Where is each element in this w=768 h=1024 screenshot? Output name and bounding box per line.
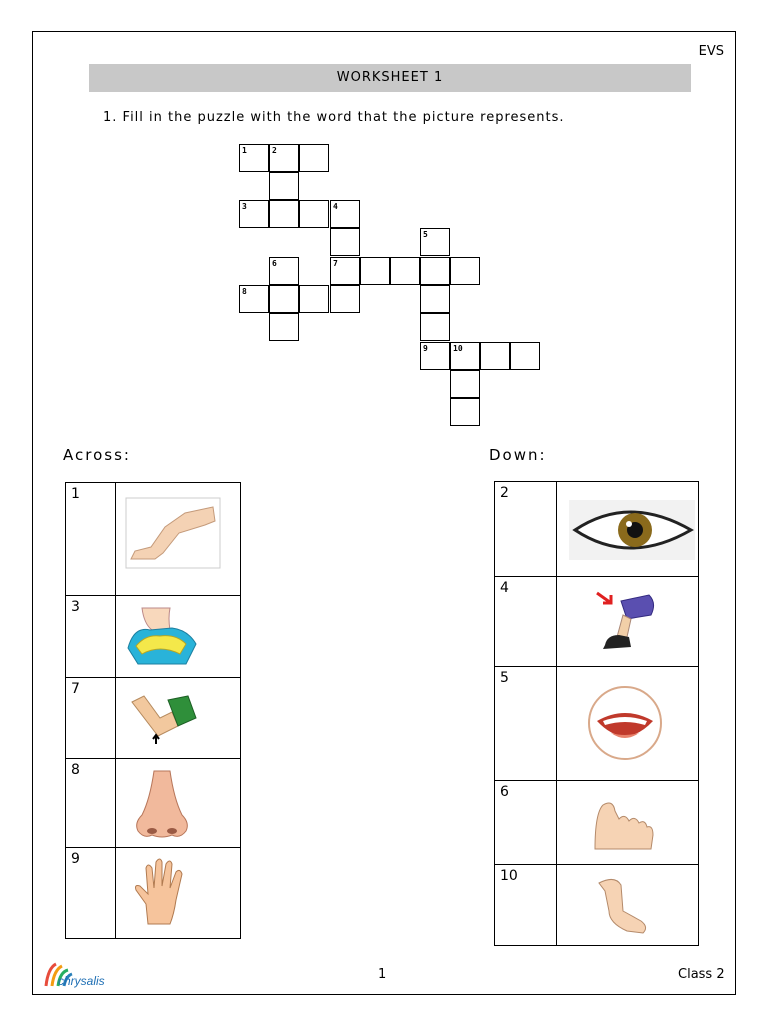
clue-row <box>66 596 241 678</box>
crossword-cell[interactable] <box>239 200 269 228</box>
clue-number: 4 <box>333 202 338 211</box>
arm-icon <box>595 871 651 937</box>
clue-number: 10 <box>495 865 557 946</box>
crossword-cell[interactable] <box>360 257 390 285</box>
clue-number: 5 <box>423 230 428 239</box>
clue-row <box>495 482 699 577</box>
crossword-cell[interactable] <box>299 144 329 172</box>
down-clue-table <box>494 481 699 946</box>
crossword-cell[interactable] <box>269 144 299 172</box>
crossword-cell[interactable] <box>420 257 450 285</box>
crossword-cell[interactable] <box>420 313 450 341</box>
clue-row <box>66 848 241 939</box>
clue-picture-cell <box>116 596 241 678</box>
clue-number: 7 <box>333 259 338 268</box>
crossword-cell[interactable] <box>450 342 480 370</box>
elbow-icon <box>126 692 198 752</box>
clue-picture-cell <box>557 865 699 946</box>
crossword-cell[interactable] <box>299 200 329 228</box>
chrysalis-logo-text: chrysalis <box>58 974 105 988</box>
crossword-cell[interactable] <box>330 200 360 228</box>
clue-number: 3 <box>242 202 247 211</box>
subject-label: EVS <box>698 44 724 59</box>
clue-picture-cell <box>557 667 699 781</box>
clue-number: 6 <box>495 781 557 865</box>
clue-number: 1 <box>66 483 116 596</box>
clue-number: 2 <box>272 146 277 155</box>
clue-number: 10 <box>453 344 463 353</box>
worksheet-title: WORKSHEET 1 <box>89 64 691 92</box>
crossword-cell[interactable] <box>330 285 360 313</box>
clue-picture-cell <box>116 848 241 939</box>
clue-number: 5 <box>495 667 557 781</box>
clue-row <box>66 759 241 848</box>
crossword-cell[interactable] <box>450 370 480 398</box>
down-heading: Down: <box>489 446 547 464</box>
crossword-cell[interactable] <box>269 285 299 313</box>
crossword-cell[interactable] <box>299 285 329 313</box>
crossword-cell[interactable] <box>420 228 450 256</box>
clue-row <box>495 865 699 946</box>
crossword-cell[interactable] <box>269 200 299 228</box>
crossword-cell[interactable] <box>239 285 269 313</box>
crossword-cell[interactable] <box>450 398 480 426</box>
neck-icon <box>124 604 200 668</box>
mouth-icon <box>587 685 663 761</box>
clue-row <box>495 781 699 865</box>
clue-picture-cell <box>116 483 241 596</box>
clue-row <box>66 678 241 759</box>
crossword-cell[interactable] <box>420 285 450 313</box>
clue-number: 2 <box>495 482 557 577</box>
page-number: 1 <box>378 967 387 982</box>
crossword-cell[interactable] <box>269 257 299 285</box>
clue-number: 9 <box>66 848 116 939</box>
clue-number: 3 <box>66 596 116 678</box>
clue-picture-cell <box>557 781 699 865</box>
toe-icon <box>591 793 657 853</box>
nose-icon <box>130 769 194 841</box>
across-clue-table <box>65 482 241 939</box>
crossword-cell[interactable] <box>390 257 420 285</box>
clue-number: 7 <box>66 678 116 759</box>
crossword-cell[interactable] <box>450 257 480 285</box>
instruction-text: 1. Fill in the puzzle with the word that the picture represents. <box>103 110 565 125</box>
class-label: Class 2 <box>678 967 725 982</box>
clue-row <box>495 577 699 667</box>
crossword-cell[interactable] <box>269 172 299 200</box>
clue-picture-cell <box>557 482 699 577</box>
clue-number: 4 <box>495 577 557 667</box>
crossword-cell[interactable] <box>510 342 540 370</box>
crossword-cell[interactable] <box>420 342 450 370</box>
eye-icon <box>569 500 695 560</box>
clue-row <box>495 667 699 781</box>
clue-picture-cell <box>116 759 241 848</box>
clue-number: 9 <box>423 344 428 353</box>
crossword-cell[interactable] <box>480 342 510 370</box>
clue-picture-cell <box>557 577 699 667</box>
clue-number: 6 <box>272 259 277 268</box>
across-heading: Across: <box>63 446 131 464</box>
clue-number: 8 <box>242 287 247 296</box>
clue-number: 1 <box>242 146 247 155</box>
clue-picture-cell <box>116 678 241 759</box>
crossword-cell[interactable] <box>330 257 360 285</box>
crossword-cell[interactable] <box>239 144 269 172</box>
crossword-cell[interactable] <box>269 313 299 341</box>
crossword-cell[interactable] <box>330 228 360 256</box>
clue-row <box>66 483 241 596</box>
leg-icon <box>125 497 221 569</box>
knee-icon <box>593 589 659 653</box>
hand-icon <box>130 854 196 930</box>
clue-number: 8 <box>66 759 116 848</box>
